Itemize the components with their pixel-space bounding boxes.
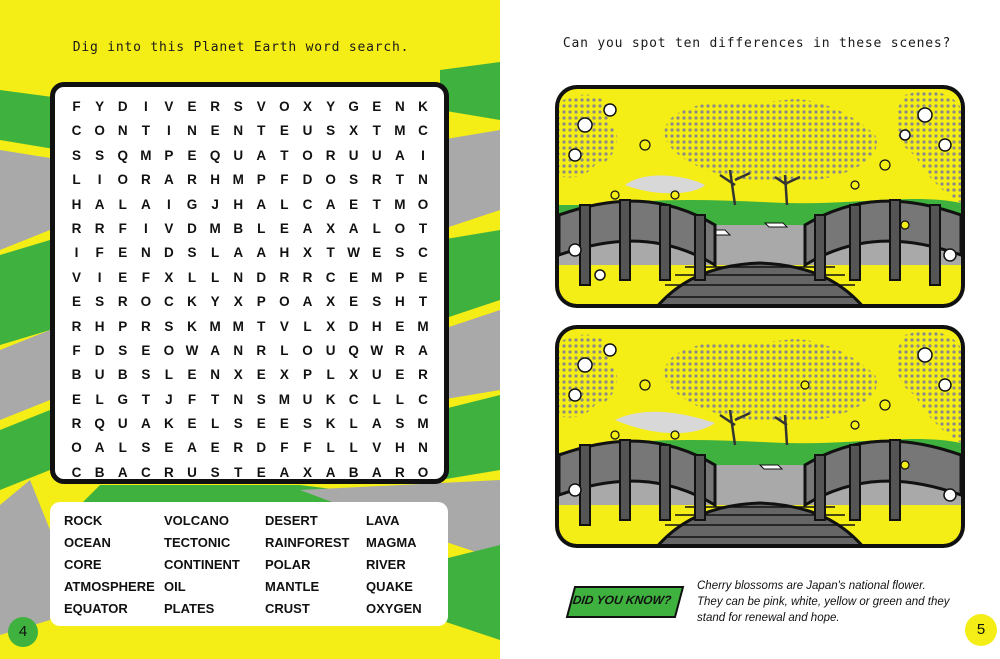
grid-letter[interactable]: H — [210, 172, 220, 188]
grid-letter[interactable]: L — [303, 318, 312, 334]
grid-letter[interactable]: T — [141, 391, 150, 407]
grid-letter[interactable]: C — [418, 123, 428, 139]
grid-letter[interactable]: S — [141, 367, 151, 383]
grid-letter[interactable]: E — [418, 269, 428, 285]
grid-letter[interactable]: G — [117, 391, 128, 407]
did-you-know-fact — [697, 578, 977, 626]
word-list-panel — [50, 502, 448, 626]
grid-letter[interactable]: L — [187, 269, 197, 285]
grid-letter[interactable]: L — [372, 391, 381, 407]
grid-letter[interactable]: A — [325, 196, 336, 212]
grid-letter[interactable]: E — [164, 440, 174, 456]
grid-letter[interactable]: I — [167, 196, 171, 212]
word-list-item: OXYGEN — [366, 601, 422, 616]
grid-letter[interactable]: A — [256, 196, 267, 212]
grid-letter[interactable]: R — [164, 464, 174, 480]
word-list-item: DESERT — [265, 513, 318, 528]
grid-letter[interactable]: A — [325, 464, 336, 480]
grid-letter[interactable]: G — [348, 99, 359, 114]
grid-letter[interactable]: X — [326, 220, 336, 236]
word-list-item: RAINFOREST — [265, 535, 350, 550]
grid-letter[interactable]: I — [74, 245, 79, 261]
grid-letter[interactable]: E — [395, 318, 405, 334]
grid-letter[interactable]: D — [164, 245, 174, 261]
grid-letter[interactable]: E — [279, 416, 289, 432]
grid-letter[interactable]: N — [233, 269, 244, 285]
grid-letter[interactable]: N — [140, 245, 151, 261]
grid-letter[interactable]: V — [164, 99, 174, 114]
grid-letter[interactable]: B — [233, 220, 244, 236]
grid-letter[interactable]: B — [117, 367, 128, 383]
word-list-item: CORE — [64, 557, 102, 572]
grid-letter[interactable]: R — [302, 269, 313, 285]
grid-letter[interactable]: R — [256, 342, 267, 358]
grid-letter[interactable]: D — [348, 318, 359, 334]
grid-letter[interactable]: O — [140, 294, 152, 310]
grid-letter[interactable]: R — [210, 99, 220, 114]
grid-letter[interactable]: V — [256, 99, 266, 114]
grid-letter[interactable]: D — [187, 220, 197, 236]
grid-letter[interactable]: A — [140, 416, 151, 432]
grid-letter[interactable]: S — [233, 416, 243, 432]
word-list-item: TECTONIC — [164, 535, 231, 550]
grid-letter[interactable]: C — [164, 294, 174, 310]
grid-letter[interactable]: U — [302, 123, 313, 139]
grid-letter[interactable]: U — [187, 464, 197, 480]
fact-line-3: stand for renewal and hope. — [697, 612, 840, 624]
grid-letter[interactable]: F — [280, 440, 289, 456]
grid-letter[interactable]: E — [210, 123, 220, 139]
fact-line-2: They can be pink, white, yellow or green and they — [697, 596, 950, 608]
word-list-item: OIL — [164, 579, 186, 594]
grid-letter[interactable]: S — [187, 245, 197, 261]
grid-letter[interactable]: A — [371, 464, 382, 480]
grid-letter[interactable]: C — [348, 391, 359, 407]
grid-letter[interactable]: C — [71, 123, 82, 139]
grid-letter[interactable]: L — [118, 440, 127, 456]
word-list-item: POLAR — [265, 557, 311, 572]
grid-letter[interactable]: O — [325, 172, 336, 188]
grid-letter[interactable]: Y — [326, 99, 336, 114]
grid-letter[interactable]: P — [118, 318, 128, 334]
grid-letter[interactable]: E — [210, 440, 220, 456]
grid-letter[interactable]: F — [72, 342, 81, 358]
grid-letter[interactable]: I — [167, 123, 171, 139]
grid-letter[interactable]: X — [326, 318, 336, 334]
grid-letter[interactable]: O — [71, 440, 82, 456]
grid-letter[interactable]: L — [210, 416, 220, 432]
grid-letter[interactable]: L — [349, 416, 358, 432]
grid-letter[interactable]: L — [280, 196, 289, 212]
grid-letter[interactable]: W — [370, 342, 384, 358]
grid-letter[interactable]: S — [395, 245, 405, 261]
page-number-left: 4 — [8, 617, 38, 647]
grid-letter[interactable]: R — [71, 416, 82, 432]
grid-letter[interactable]: S — [95, 147, 105, 163]
grid-letter[interactable]: L — [118, 196, 127, 212]
word-search-grid[interactable] — [65, 95, 435, 485]
word-list-item: RIVER — [366, 557, 406, 572]
grid-letter[interactable]: D — [302, 172, 313, 188]
grid-letter[interactable]: F — [303, 440, 312, 456]
grid-letter[interactable]: A — [256, 245, 267, 261]
grid-letter[interactable]: E — [256, 464, 266, 480]
grid-letter[interactable]: R — [325, 147, 336, 163]
grid-letter[interactable]: M — [209, 220, 221, 236]
grid-letter[interactable]: E — [141, 342, 151, 358]
grid-letter[interactable]: A — [394, 147, 405, 163]
grid-letter[interactable]: A — [279, 464, 290, 480]
grid-letter[interactable]: Q — [117, 147, 128, 163]
grid-letter[interactable]: Y — [95, 99, 105, 114]
grid-letter[interactable]: U — [117, 416, 128, 432]
grid-letter[interactable]: E — [372, 245, 382, 261]
grid-letter[interactable]: K — [164, 416, 174, 432]
grid-letter[interactable]: B — [71, 367, 82, 383]
grid-letter[interactable]: N — [394, 99, 405, 114]
word-list-item: PLATES — [164, 601, 215, 616]
grid-letter[interactable]: P — [164, 147, 174, 163]
grid-letter[interactable]: R — [394, 464, 405, 480]
grid-letter[interactable]: U — [348, 147, 359, 163]
grid-letter[interactable]: N — [117, 123, 128, 139]
grid-letter[interactable]: I — [421, 147, 425, 163]
grid-letter[interactable]: M — [394, 123, 406, 139]
grid-letter[interactable]: R — [187, 172, 197, 188]
grid-letter[interactable]: K — [325, 416, 336, 432]
grid-letter[interactable]: V — [72, 269, 82, 285]
grid-letter[interactable]: M — [278, 391, 291, 407]
grid-letter[interactable]: E — [349, 294, 359, 310]
grid-letter[interactable]: N — [418, 440, 428, 456]
grid-letter[interactable]: T — [257, 123, 266, 139]
grid-letter[interactable]: R — [71, 318, 82, 334]
grid-letter[interactable]: P — [256, 294, 266, 310]
grid-letter[interactable]: O — [94, 123, 105, 139]
grid-letter[interactable]: H — [371, 318, 382, 334]
grid-letter[interactable]: L — [164, 367, 174, 383]
grid-letter[interactable]: E — [187, 416, 197, 432]
grid-letter[interactable]: S — [349, 172, 359, 188]
grid-letter[interactable]: A — [94, 196, 105, 212]
grid-letter[interactable]: R — [71, 220, 82, 236]
grid-letter[interactable]: N — [233, 391, 244, 407]
grid-letter[interactable]: F — [280, 172, 289, 188]
grid-letter[interactable]: L — [95, 391, 104, 407]
grid-letter[interactable]: A — [348, 220, 359, 236]
grid-letter[interactable]: E — [72, 294, 82, 310]
grid-letter[interactable]: S — [72, 147, 82, 163]
grid-letter[interactable]: R — [371, 172, 382, 188]
grid-letter[interactable]: X — [233, 294, 243, 310]
grid-letter[interactable]: Y — [210, 294, 220, 310]
grid-letter[interactable]: T — [234, 464, 243, 480]
grid-letter[interactable]: C — [418, 391, 428, 407]
grid-letter[interactable]: C — [418, 245, 428, 261]
grid-letter[interactable]: E — [187, 147, 197, 163]
right-page — [507, 0, 1000, 659]
grid-letter[interactable]: X — [326, 294, 336, 310]
grid-letter[interactable]: U — [94, 367, 105, 383]
grid-letter[interactable]: A — [140, 196, 151, 212]
grid-letter[interactable]: K — [187, 318, 197, 334]
grid-letter[interactable]: D — [256, 440, 267, 456]
grid-letter[interactable]: F — [187, 391, 197, 407]
grid-letter[interactable]: X — [164, 269, 174, 285]
grid-letter[interactable]: T — [326, 245, 335, 261]
grid-letter[interactable]: A — [187, 440, 197, 456]
grid-letter[interactable]: F — [118, 220, 127, 236]
grid-letter[interactable]: E — [187, 99, 197, 114]
grid-letter[interactable]: I — [97, 172, 102, 188]
grid-letter[interactable]: N — [187, 123, 197, 139]
grid-letter[interactable]: G — [186, 196, 198, 212]
word-list-item: ATMOSPHERE — [64, 579, 155, 594]
page-number-right: 5 — [965, 614, 997, 646]
grid-letter[interactable]: E — [279, 123, 289, 139]
grid-letter[interactable]: E — [372, 99, 382, 114]
grid-letter[interactable]: S — [302, 416, 312, 432]
word-search-grid-frame — [50, 82, 449, 484]
grid-letter[interactable]: K — [325, 391, 336, 407]
grid-letter[interactable]: R — [140, 172, 151, 188]
word-list-item: MANTLE — [265, 579, 320, 594]
grid-letter[interactable]: T — [372, 196, 381, 212]
grid-letter[interactable]: S — [95, 294, 105, 310]
grid-letter[interactable]: A — [94, 440, 105, 456]
grid-letter[interactable]: X — [279, 367, 289, 383]
word-list-item: CRUST — [265, 601, 310, 616]
grid-letter[interactable]: M — [417, 416, 429, 432]
grid-letter[interactable]: R — [418, 367, 428, 383]
grid-letter[interactable]: E — [118, 269, 128, 285]
grid-letter[interactable]: R — [140, 318, 151, 334]
grid-letter[interactable]: O — [163, 342, 175, 358]
grid-letter[interactable]: F — [95, 245, 104, 261]
grid-letter[interactable]: A — [117, 464, 128, 480]
grid-letter[interactable]: W — [347, 245, 361, 261]
grid-letter[interactable]: X — [302, 464, 312, 480]
grid-letter[interactable]: S — [326, 123, 336, 139]
grid-letter[interactable]: R — [94, 220, 105, 236]
word-list — [64, 510, 446, 620]
grid-letter[interactable]: F — [72, 99, 81, 114]
grid-letter[interactable]: H — [394, 440, 405, 456]
grid-letter[interactable]: O — [302, 342, 313, 358]
grid-letter[interactable]: N — [233, 342, 244, 358]
grid-letter[interactable]: J — [165, 391, 173, 407]
grid-letter[interactable]: K — [187, 294, 197, 310]
grid-letter[interactable]: U — [233, 147, 244, 163]
word-list-item: VOLCANO — [164, 513, 229, 528]
word-list-item: LAVA — [366, 513, 400, 528]
grid-letter[interactable]: M — [394, 196, 406, 212]
grid-letter[interactable]: T — [418, 220, 428, 236]
grid-letter[interactable]: J — [211, 196, 219, 212]
grid-letter[interactable]: X — [349, 367, 359, 383]
grid-letter[interactable]: U — [302, 391, 313, 407]
grid-letter[interactable]: V — [164, 220, 174, 236]
grid-letter[interactable]: S — [118, 342, 128, 358]
grid-letter[interactable]: X — [233, 367, 243, 383]
grid-letter[interactable]: E — [395, 367, 405, 383]
grid-letter[interactable]: A — [256, 147, 267, 163]
grid-letter[interactable]: O — [279, 294, 290, 310]
grid-letter[interactable]: O — [394, 220, 406, 236]
grid-letter[interactable]: H — [233, 196, 244, 212]
grid-letter[interactable]: H — [279, 245, 290, 261]
word-list-item: MAGMA — [366, 535, 417, 550]
grid-letter[interactable]: V — [372, 440, 382, 456]
grid-letter[interactable]: D — [256, 269, 267, 285]
grid-letter[interactable]: P — [302, 367, 312, 383]
page-gutter — [500, 0, 507, 659]
grid-letter[interactable]: L — [280, 342, 289, 358]
grid-letter[interactable]: C — [325, 269, 336, 285]
grid-letter[interactable]: Q — [348, 342, 359, 358]
grid-letter[interactable]: E — [256, 367, 266, 383]
grid-letter[interactable]: M — [232, 318, 244, 334]
grid-letter[interactable]: O — [302, 147, 313, 163]
grid-letter[interactable]: T — [372, 123, 381, 139]
grid-letter[interactable]: S — [256, 391, 266, 407]
spot-difference-instruction: Can you spot ten differences in these scenes? — [562, 36, 952, 51]
grid-letter[interactable]: P — [256, 172, 266, 188]
grid-letter[interactable]: T — [210, 391, 220, 407]
grid-letter[interactable]: E — [72, 391, 82, 407]
grid-letter[interactable]: O — [417, 196, 429, 212]
grid-letter[interactable]: B — [348, 464, 359, 480]
grid-letter[interactable]: T — [418, 294, 428, 310]
grid-letter[interactable]: T — [395, 172, 404, 188]
grid-letter[interactable]: L — [257, 220, 266, 236]
grid-letter[interactable]: R — [394, 342, 405, 358]
grid-letter[interactable]: I — [97, 269, 102, 285]
grid-letter[interactable]: I — [143, 99, 148, 114]
grid-letter[interactable]: M — [417, 318, 429, 334]
grid-letter[interactable]: T — [280, 147, 289, 163]
grid-letter[interactable]: S — [210, 464, 220, 480]
grid-letter[interactable]: S — [233, 99, 243, 114]
grid-letter[interactable]: T — [257, 318, 266, 334]
grid-letter[interactable]: R — [279, 269, 290, 285]
grid-letter[interactable]: L — [395, 391, 404, 407]
grid-letter[interactable]: Q — [94, 416, 105, 432]
grid-letter[interactable]: L — [326, 367, 335, 383]
grid-letter[interactable]: X — [302, 245, 312, 261]
grid-letter[interactable]: O — [417, 464, 429, 480]
grid-letter[interactable]: M — [140, 147, 152, 163]
grid-letter[interactable]: T — [141, 123, 150, 139]
grid-letter[interactable]: D — [117, 99, 128, 114]
grid-letter[interactable]: N — [210, 367, 220, 383]
grid-letter[interactable]: U — [325, 342, 336, 358]
grid-letter[interactable]: P — [395, 269, 405, 285]
grid-letter[interactable]: H — [94, 318, 105, 334]
grid-letter[interactable]: L — [72, 172, 81, 188]
grid-letter[interactable]: M — [232, 172, 244, 188]
scene-top-image[interactable] — [555, 85, 965, 308]
grid-letter[interactable]: H — [394, 294, 405, 310]
grid-letter[interactable]: Q — [209, 147, 221, 163]
word-list-item: EQUATOR — [64, 601, 128, 616]
grid-letter[interactable]: A — [371, 416, 382, 432]
grid-letter[interactable]: C — [140, 464, 151, 480]
grid-letter[interactable]: O — [117, 172, 128, 188]
grid-letter[interactable]: A — [164, 172, 174, 188]
grid-letter[interactable]: F — [141, 269, 150, 285]
grid-letter[interactable]: K — [418, 99, 428, 114]
grid-letter[interactable]: L — [210, 269, 220, 285]
grid-letter[interactable]: L — [210, 245, 220, 261]
word-list-item: CONTINENT — [164, 557, 240, 572]
grid-letter[interactable]: R — [117, 294, 128, 310]
grid-letter[interactable]: V — [279, 318, 289, 334]
grid-letter[interactable]: E — [118, 245, 128, 261]
grid-letter[interactable]: L — [372, 220, 381, 236]
grid-letter[interactable]: H — [71, 196, 82, 212]
grid-letter[interactable]: X — [302, 99, 312, 114]
grid-letter[interactable]: N — [418, 172, 428, 188]
grid-letter[interactable]: M — [371, 269, 383, 285]
grid-letter[interactable]: S — [372, 294, 382, 310]
grid-letter[interactable]: I — [143, 220, 148, 236]
grid-letter[interactable]: W — [185, 342, 199, 358]
word-list-item: QUAKE — [366, 579, 413, 594]
grid-letter[interactable]: O — [279, 99, 290, 114]
grid-letter[interactable]: L — [326, 440, 335, 456]
grid-letter[interactable]: A — [302, 220, 313, 236]
grid-letter[interactable]: A — [418, 342, 428, 358]
grid-letter[interactable]: U — [371, 147, 382, 163]
grid-letter[interactable]: E — [349, 196, 359, 212]
grid-letter[interactable]: E — [187, 367, 197, 383]
word-search-instruction: Dig into this Planet Earth word search. — [72, 40, 410, 55]
grid-letter[interactable]: D — [94, 342, 105, 358]
word-list-item: OCEAN — [64, 535, 111, 550]
grid-letter[interactable]: A — [210, 342, 220, 358]
grid-letter[interactable]: C — [71, 464, 82, 480]
grid-letter[interactable]: E — [256, 416, 266, 432]
grid-letter[interactable]: B — [94, 464, 105, 480]
grid-letter[interactable]: S — [164, 318, 174, 334]
grid-letter[interactable]: S — [395, 416, 405, 432]
grid-letter[interactable]: L — [349, 440, 358, 456]
grid-letter[interactable]: R — [233, 440, 244, 456]
grid-letter[interactable]: U — [371, 367, 382, 383]
fact-line-1: Cherry blossoms are Japan's national flower. — [697, 580, 926, 592]
grid-letter[interactable]: E — [349, 269, 359, 285]
grid-letter[interactable]: A — [233, 245, 244, 261]
grid-letter[interactable]: C — [302, 196, 313, 212]
grid-letter[interactable]: A — [302, 294, 313, 310]
did-you-know-label: DID YOU KNOW? — [571, 593, 673, 607]
grid-letter[interactable]: E — [279, 220, 289, 236]
scene-bottom-image[interactable] — [555, 325, 965, 548]
grid-letter[interactable]: M — [209, 318, 221, 334]
grid-letter[interactable]: X — [349, 123, 359, 139]
grid-letter[interactable]: S — [141, 440, 151, 456]
grid-letter[interactable]: N — [233, 123, 244, 139]
word-list-item: ROCK — [64, 513, 103, 528]
